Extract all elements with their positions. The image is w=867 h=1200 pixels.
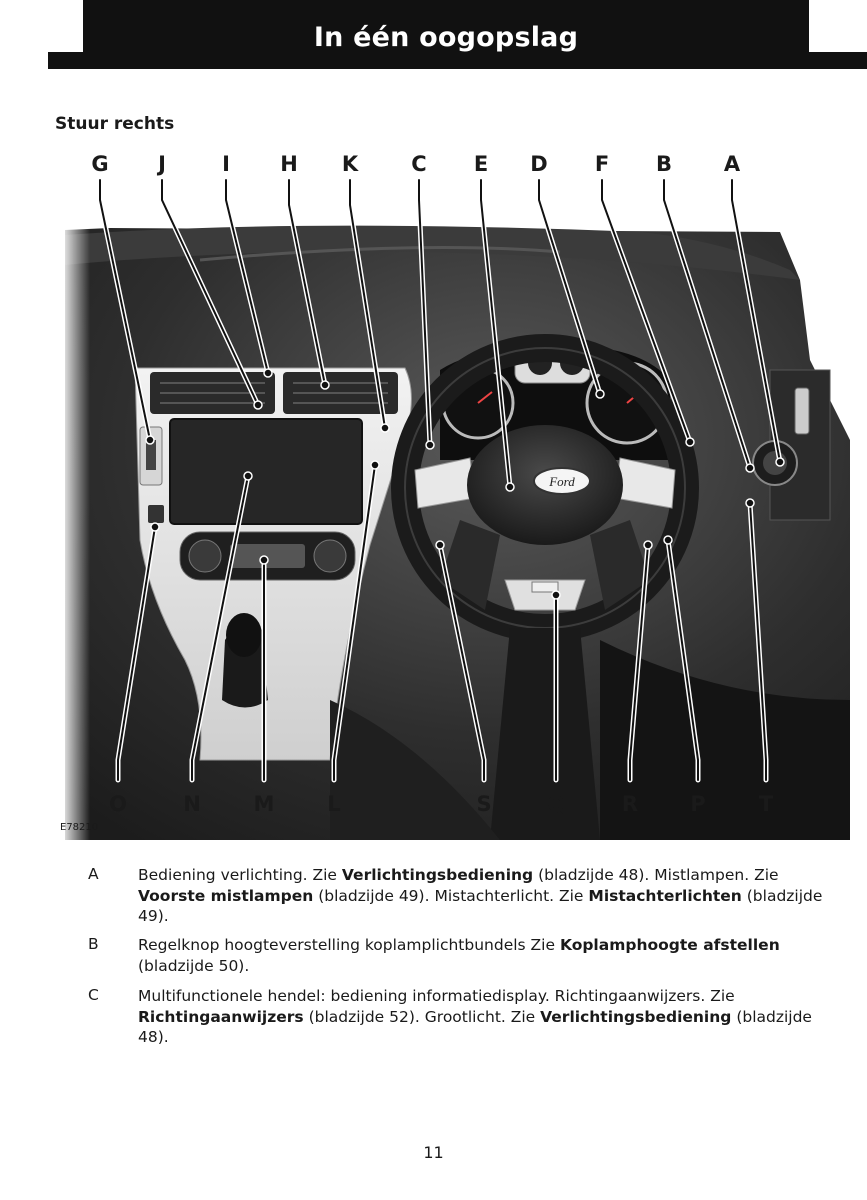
section-heading: Stuur rechts: [55, 114, 175, 134]
callout-label: L: [327, 792, 341, 816]
legend-text-segment: (bladzijde 50).: [138, 956, 250, 975]
callout-label: O: [109, 792, 127, 816]
callout-label: D: [530, 152, 548, 176]
callout-label: B: [655, 152, 673, 176]
callout-label: E: [473, 152, 489, 176]
legend-text-segment: (bladzijde 48).: [138, 1007, 812, 1046]
dashboard-illustration: [0, 140, 867, 840]
callout-label: F: [594, 152, 610, 176]
legend-text-segment: Bediening verlichting. Zie: [138, 866, 342, 884]
page-number: 11: [423, 1143, 444, 1162]
callout-label: N: [183, 792, 201, 816]
callout-label: M: [253, 792, 275, 816]
callout-label: P: [690, 792, 706, 816]
callout-label: J: [158, 152, 166, 176]
dashboard-figure: [0, 140, 867, 840]
legend-text-segment: Multifunctionele hendel: bediening informatiedisplay. Richtingaanwijzers. Zie: [138, 987, 735, 1005]
legend-letter: B: [88, 935, 99, 953]
side-vent-right: [795, 388, 809, 434]
legend-text-segment: (bladzijde 52). Grootlicht. Zie: [303, 1007, 541, 1026]
legend-text-segment: Regelknop hoogteverstelling koplamplichtbundels Zie: [138, 936, 560, 954]
legend-reference-link: Voorste mistlampen: [138, 886, 314, 905]
legend-text: [138, 986, 838, 1048]
small-switch: [148, 505, 164, 523]
figure-id: E78210: [60, 822, 99, 833]
callout-label: S: [476, 792, 492, 816]
callout-label: K: [341, 152, 359, 176]
display-screen: [170, 419, 362, 524]
callout-label: T: [758, 792, 774, 816]
legend-reference-link: Richtingaanwijzers: [138, 1007, 304, 1026]
callout-label: H: [280, 152, 298, 176]
callout-label: Q: [547, 792, 565, 816]
callout-label: G: [91, 152, 109, 176]
legend-text-segment: (bladzijde 49). Mistachterlicht. Zie: [313, 886, 589, 905]
legend-reference-link: Mistachterlichten: [588, 886, 742, 905]
ford-logo-text: Ford: [549, 474, 575, 489]
legend-letter: C: [88, 986, 99, 1004]
legend-reference-link: Verlichtingsbediening: [540, 1007, 732, 1026]
legend-letter: A: [88, 865, 99, 883]
callout-label: A: [723, 152, 741, 176]
callout-label: I: [222, 152, 230, 176]
legend-text-segment: (bladzijde 49).: [138, 886, 823, 925]
page-title: In één oogopslag: [83, 0, 809, 64]
callout-label: R: [621, 792, 639, 816]
legend-text: [138, 865, 838, 927]
legend-text: [138, 935, 838, 976]
callout-label: C: [411, 152, 427, 176]
legend-reference-link: Verlichtingsbediening: [341, 866, 534, 884]
legend-reference-link: Koplamphoogte afstellen: [559, 936, 780, 954]
legend-text-segment: (bladzijde 48). Mistlampen. Zie: [533, 866, 779, 884]
